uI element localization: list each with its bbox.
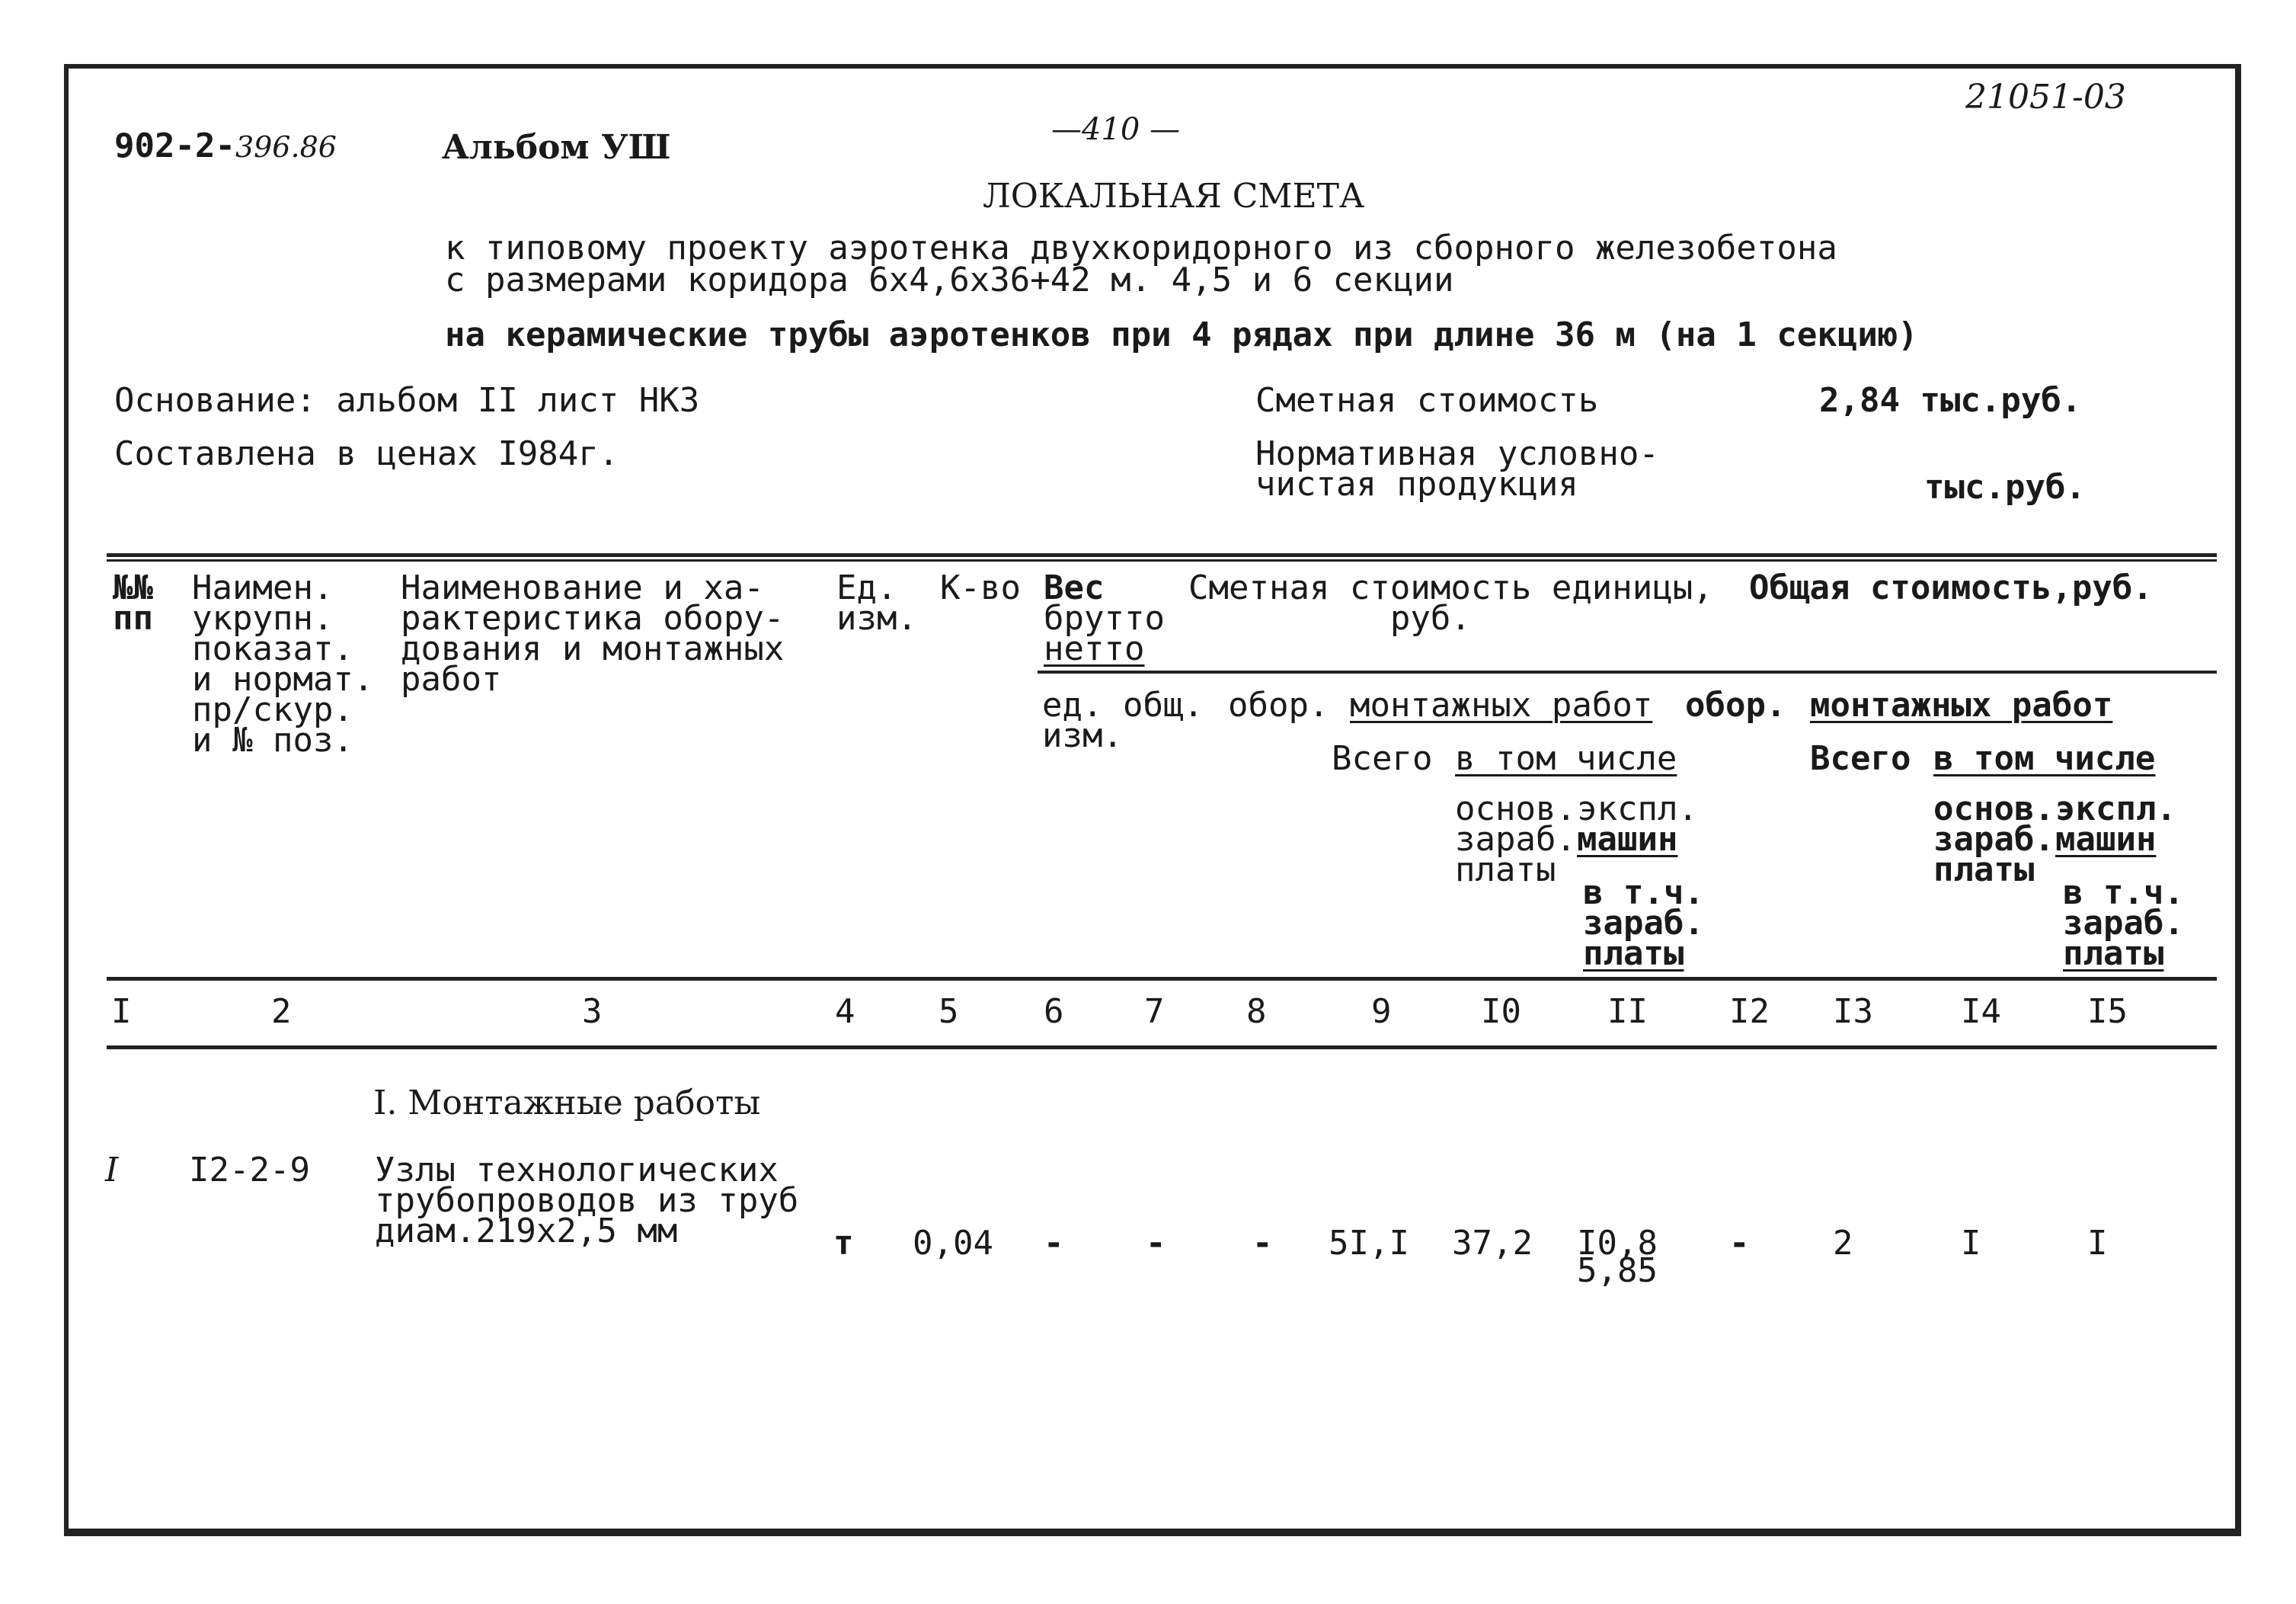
- album-label: Альбом УШ: [442, 128, 671, 167]
- header-mount-1: монтажных работ: [1350, 686, 1653, 725]
- header-unit-weight: ед. общ. изм.: [1042, 686, 1204, 755]
- column-number: I4: [1961, 992, 2001, 1031]
- column-number: 3: [582, 992, 603, 1031]
- row-qty: 0,04: [913, 1224, 993, 1263]
- estimated-cost-label: Сметная стоимость: [1255, 381, 1599, 420]
- header-incl-wage-2: в т.ч. зараб.: [2063, 873, 2184, 943]
- header-subgroup-rule: [1038, 671, 2217, 674]
- row-c13: 2: [1833, 1224, 1853, 1263]
- row-c11b: 5,85: [1577, 1251, 1658, 1290]
- column-number: II: [1607, 992, 1648, 1031]
- column-number: 2: [271, 992, 292, 1031]
- document-code: 21051-03: [1965, 78, 2126, 117]
- row-c10: 37,2: [1452, 1224, 1533, 1263]
- normative-value: тыс.руб.: [1924, 468, 2086, 507]
- header-equip-2: обор.: [1685, 686, 1786, 725]
- project-number: 902-2-396.86: [114, 126, 337, 165]
- row-c11: I0,8: [1577, 1224, 1658, 1263]
- normative-label: Нормативная условно- чистая продукция: [1255, 434, 1659, 504]
- row-name: Узлы технологических трубопроводов из труб диам.219х2,5 мм: [375, 1151, 799, 1250]
- row-c9: 5I,I: [1329, 1224, 1409, 1263]
- header-col-name: Наименование и ха- рактеристика обору- дования и монтажных работ: [401, 568, 785, 699]
- header-basic-wage-1: основ. зараб. платы: [1455, 789, 1576, 889]
- basis-text: Основание: альбом II лист НКЗ: [114, 381, 700, 420]
- column-number: 6: [1044, 992, 1064, 1031]
- row-num: I: [105, 1151, 119, 1189]
- column-number: I0: [1481, 992, 1521, 1031]
- column-number: 7: [1144, 992, 1165, 1031]
- row-code: I2-2-9: [189, 1151, 310, 1189]
- document-title: ЛОКАЛЬНАЯ СМЕТА: [983, 177, 1365, 216]
- table-top-rule: [107, 553, 2217, 557]
- header-col-code: Наимен. укрупн. показат. и нормат. пр/скур. и № поз.: [192, 568, 374, 760]
- column-number: I: [111, 992, 132, 1031]
- title-line-2: с размерами коридора 6х4,6х36+42 м. 4,5 и 6 секции: [445, 261, 1454, 299]
- prices-text: Составлена в ценах I984г.: [114, 434, 619, 473]
- row-c14: I: [1961, 1224, 1981, 1263]
- section-title: I. Монтажные работы: [373, 1084, 761, 1122]
- row-c15: I: [2087, 1224, 2108, 1263]
- column-number: I2: [1729, 992, 1770, 1031]
- row-c6: -: [1044, 1224, 1064, 1263]
- header-unit-cost-group: Сметная стоимость единицы, руб.: [1188, 568, 1713, 638]
- table-top-rule-2: [107, 559, 2217, 562]
- header-machines-2: экспл.: [2055, 789, 2176, 828]
- column-numbers-rule: [107, 1045, 2217, 1049]
- header-incl-wage-1: в т.ч. зараб.: [1583, 873, 1704, 943]
- header-equip-1: обор.: [1228, 686, 1329, 725]
- header-incl-1: в том числе: [1455, 739, 1677, 778]
- header-machines-2b: машин: [2055, 820, 2157, 859]
- title-line-3: на керамические трубы аэротенков при 4 рядах при длине 36 м (на 1 секцию): [445, 315, 1918, 354]
- header-machines-1: экспл.: [1577, 789, 1698, 828]
- header-col-weight-1: Вес: [1044, 568, 1105, 607]
- row-c12: -: [1729, 1224, 1750, 1263]
- header-total-cost-group: Общая стоимость,руб.: [1749, 568, 2153, 607]
- header-bottom-rule: [107, 977, 2217, 981]
- estimated-cost-value: 2,84 тыс.руб.: [1819, 381, 2082, 420]
- header-incl-2: в том числе: [1933, 739, 2156, 778]
- row-unit: т: [833, 1224, 854, 1263]
- page-number: —410 —: [1051, 112, 1181, 147]
- header-machines-1b: машин: [1577, 820, 1678, 859]
- column-number: I5: [2087, 992, 2128, 1031]
- header-total-2: Всего: [1810, 739, 1911, 778]
- row-c8: -: [1252, 1224, 1273, 1263]
- header-total-1: Всего: [1332, 739, 1433, 778]
- column-number: 4: [835, 992, 855, 1031]
- header-incl-wage-1b: платы: [1583, 934, 1684, 973]
- header-mount-2: монтажных работ: [1810, 686, 2113, 725]
- title-line-1: к типовому проекту аэротенка двухкоридорного из сборного железобетона: [445, 229, 1837, 267]
- header-col-weight-3: нетто: [1044, 629, 1145, 668]
- column-number: 9: [1371, 992, 1392, 1031]
- row-c7: -: [1146, 1224, 1166, 1263]
- header-col-num: №№ пп: [113, 568, 153, 638]
- header-col-unit: Ед. изм.: [836, 568, 917, 638]
- header-incl-wage-2b: платы: [2063, 934, 2164, 973]
- header-basic-wage-2: основ. зараб. платы: [1933, 789, 2055, 889]
- column-number: 8: [1246, 992, 1267, 1031]
- header-col-weight-2: брутто: [1044, 599, 1165, 638]
- header-col-qty: К-во: [940, 568, 1021, 607]
- column-number: I3: [1833, 992, 1873, 1031]
- column-number: 5: [939, 992, 959, 1031]
